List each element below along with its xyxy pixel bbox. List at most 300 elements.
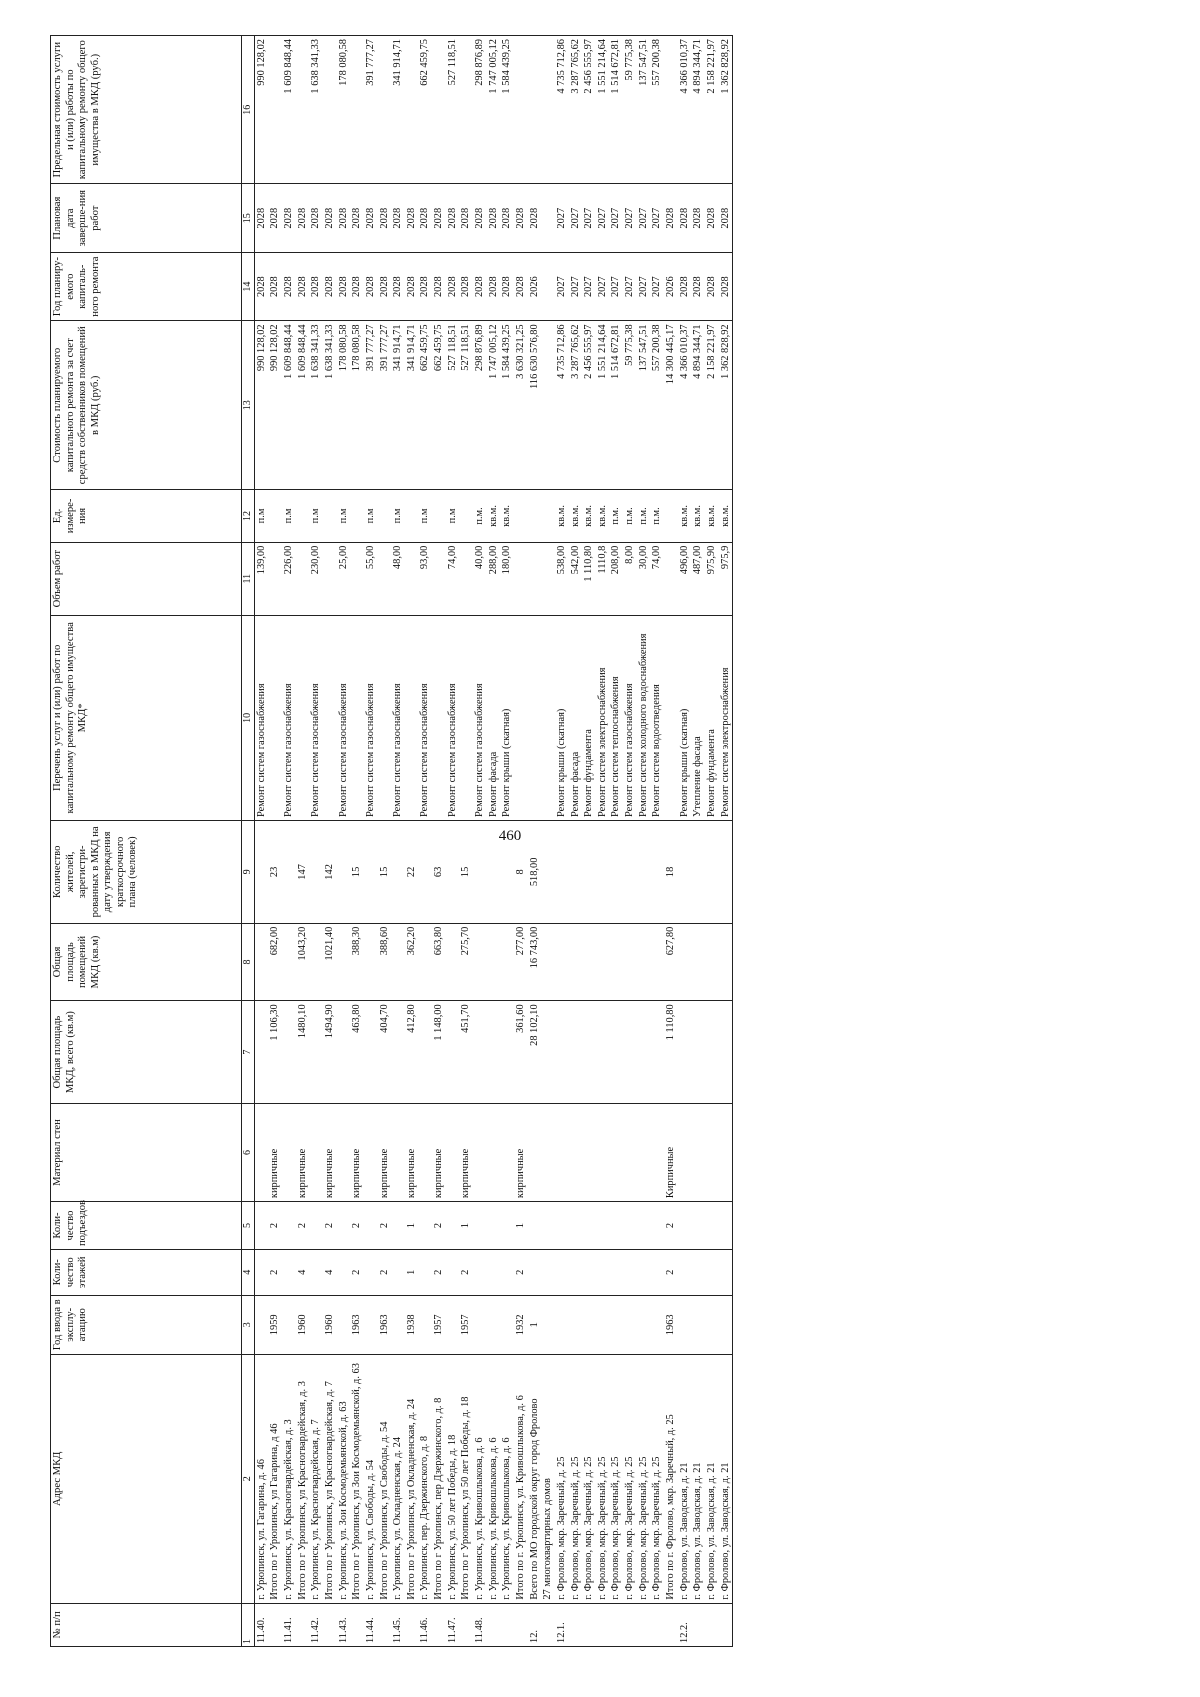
table-cell — [282, 1001, 296, 1104]
table-cell: 11.43. — [337, 1603, 351, 1646]
table-cell — [364, 1001, 378, 1104]
table-cell: 137 547,51 — [637, 36, 651, 184]
table-cell — [623, 923, 637, 1001]
table-cell: Утепление фасада — [691, 615, 705, 820]
table-cell: 2028 — [378, 252, 392, 320]
table-cell — [719, 1249, 733, 1295]
table-cell — [378, 1603, 392, 1646]
table-cell: 14 300 445,17 — [664, 321, 678, 490]
table-cell: 11.47. — [446, 1603, 460, 1646]
table-cell: 59 775,38 — [623, 321, 637, 490]
table-cell: 975,90 — [705, 542, 719, 615]
table-cell: 1 638 341,33 — [323, 321, 337, 490]
table-cell — [473, 1295, 487, 1354]
table-cell: 298 876,89 — [473, 36, 487, 184]
table-cell — [569, 1295, 583, 1354]
table-cell: 1043,20 — [296, 923, 310, 1001]
table-cell — [705, 1603, 719, 1646]
table-cell: г. Урюпинск, ул. Окладненская, д. 24 — [391, 1354, 405, 1603]
table-cell — [473, 1249, 487, 1295]
table-cell: 388,30 — [350, 923, 364, 1001]
table-cell: 2 — [378, 1202, 392, 1250]
table-cell — [473, 1103, 487, 1201]
table-cell: 74,00 — [650, 542, 664, 615]
table-cell: 12. — [528, 1603, 542, 1646]
table-cell — [309, 923, 323, 1001]
table-cell: 2027 — [569, 184, 583, 252]
table-cell — [418, 923, 432, 1001]
table-cell: 2027 — [596, 252, 610, 320]
table-cell — [569, 1202, 583, 1250]
table-cell: Всего по МО городской округ город Фролово — [528, 1354, 542, 1603]
column-number-3: 3 — [242, 1295, 255, 1354]
table-cell: Ремонт систем газоснабжения — [254, 615, 268, 820]
table-cell — [514, 1603, 528, 1646]
table-cell: 662 459,75 — [418, 321, 432, 490]
table-cell: 1959 — [268, 1295, 282, 1354]
table-cell — [637, 923, 651, 1001]
table-cell: кирпичные — [378, 1103, 392, 1201]
table-cell: кв.м. — [719, 490, 733, 542]
table-cell — [705, 1295, 719, 1354]
table-cell — [637, 1001, 651, 1104]
table-cell: Ремонт крыши (скатная) — [555, 615, 569, 820]
table-cell — [596, 821, 610, 924]
table-cell: 2 — [350, 1249, 364, 1295]
table-row — [391, 36, 405, 1647]
table-row — [678, 36, 692, 1647]
table-row — [473, 36, 487, 1647]
table-cell: 341 914,71 — [405, 321, 419, 490]
table-row — [446, 36, 460, 1647]
table-cell: Ремонт систем газоснабжения — [391, 615, 405, 820]
table-cell: 361,60 — [514, 1001, 528, 1104]
table-row — [337, 36, 351, 1647]
table-cell: 2028 — [446, 184, 460, 252]
table-cell — [514, 542, 528, 615]
table-cell: Ремонт систем газоснабжения — [337, 615, 351, 820]
table-cell — [418, 1001, 432, 1104]
table-cell — [691, 1249, 705, 1295]
table-cell — [309, 1249, 323, 1295]
table-cell: 682,00 — [268, 923, 282, 1001]
table-cell: 2028 — [268, 252, 282, 320]
table-cell: 208,00 — [609, 542, 623, 615]
table-cell — [268, 490, 282, 542]
table-cell — [609, 1001, 623, 1104]
table-cell — [637, 1603, 651, 1646]
table-cell — [705, 1202, 719, 1250]
table-cell — [609, 1103, 623, 1201]
table-cell — [459, 542, 473, 615]
table-cell — [500, 1295, 514, 1354]
column-number-2: 2 — [242, 1354, 255, 1603]
column-header-4: Коли-чество этажей — [51, 1249, 242, 1295]
table-cell — [418, 821, 432, 924]
table-cell — [650, 1001, 664, 1104]
table-cell: кирпичные — [432, 1103, 446, 1201]
table-cell: 1 747 005,12 — [487, 321, 501, 490]
table-cell: Ремонт фундамента — [582, 615, 596, 820]
table-cell — [555, 1001, 569, 1104]
table-cell: Итого по г Урюпинск, ул Гагарина, д 46 — [268, 1354, 282, 1603]
table-cell — [637, 1103, 651, 1201]
table-cell: 2 — [514, 1249, 528, 1295]
table-cell: кв.м. — [705, 490, 719, 542]
table-cell: 1 609 848,44 — [282, 321, 296, 490]
table-cell: кирпичные — [405, 1103, 419, 1201]
column-number-5: 5 — [242, 1202, 255, 1250]
table-cell: 2028 — [323, 252, 337, 320]
table-cell: 2028 — [691, 252, 705, 320]
table-cell: 11.42. — [309, 1603, 323, 1646]
table-cell: 4 894 344,71 — [691, 321, 705, 490]
table-cell — [555, 821, 569, 924]
table-cell: 2028 — [364, 252, 378, 320]
table-cell: 2 — [432, 1249, 446, 1295]
table-row — [268, 36, 282, 1647]
table-cell: 391 777,27 — [364, 321, 378, 490]
table-cell — [487, 1249, 501, 1295]
table-cell — [528, 615, 542, 820]
table-cell: 288,00 — [487, 542, 501, 615]
table-cell: 1021,40 — [323, 923, 337, 1001]
table-cell: 557 200,38 — [650, 321, 664, 490]
table-cell — [446, 923, 460, 1001]
table-cell: 11.44. — [364, 1603, 378, 1646]
table-cell: г. Фролово, мкр. Заречный, д. 25 — [555, 1354, 569, 1603]
table-cell: п.м — [282, 490, 296, 542]
table-cell — [596, 1603, 610, 1646]
table-cell: 2027 — [582, 252, 596, 320]
table-cell — [541, 1249, 555, 1295]
table-cell: п.м — [309, 490, 323, 542]
table-cell: кв.м. — [691, 490, 705, 542]
table-cell: 2028 — [364, 184, 378, 252]
table-cell — [350, 490, 364, 542]
table-cell — [268, 615, 282, 820]
table-cell: 1 609 848,44 — [282, 36, 296, 184]
table-cell: 3 287 765,62 — [569, 321, 583, 490]
table-cell: г. Урюпинск, ул. Зои Космодемьянской, д. 63 — [337, 1354, 351, 1603]
column-number-8: 8 — [242, 923, 255, 1001]
table-cell: 627,80 — [664, 923, 678, 1001]
table-cell — [719, 1202, 733, 1250]
table-cell — [569, 1603, 583, 1646]
table-cell: 2 158 221,97 — [705, 321, 719, 490]
table-cell: 2 — [664, 1249, 678, 1295]
table-cell — [664, 542, 678, 615]
table-cell — [609, 1202, 623, 1250]
column-number-9: 9 — [242, 821, 255, 924]
table-cell — [378, 36, 392, 184]
table-cell — [609, 923, 623, 1001]
table-cell: 2028 — [309, 252, 323, 320]
table-cell: г. Урюпинск, ул. Кривошлыкова, д. 6 — [473, 1354, 487, 1603]
table-row — [459, 36, 473, 1647]
table-row — [296, 36, 310, 1647]
table-cell: 990 128,02 — [254, 321, 268, 490]
table-row — [350, 36, 364, 1647]
column-header-15: Плановая дата заверше-ния работ — [51, 184, 242, 252]
table-cell — [678, 1295, 692, 1354]
table-cell: 8,00 — [623, 542, 637, 615]
table-cell: 2028 — [350, 184, 364, 252]
table-cell — [582, 1202, 596, 1250]
table-cell — [528, 1202, 542, 1250]
table-row — [514, 36, 528, 1647]
table-cell — [514, 490, 528, 542]
table-row — [309, 36, 323, 1647]
table-row — [418, 36, 432, 1647]
table-cell — [596, 1202, 610, 1250]
table-cell — [418, 1295, 432, 1354]
table-cell — [637, 1249, 651, 1295]
column-number-10: 10 — [242, 615, 255, 820]
table-cell: 178 080,58 — [350, 321, 364, 490]
table-cell: Ремонт крыши (скатная) — [500, 615, 514, 820]
table-cell: 2028 — [282, 184, 296, 252]
table-cell — [378, 490, 392, 542]
table-row — [705, 36, 719, 1647]
table-cell: Ремонт систем газоснабжения — [446, 615, 460, 820]
table-cell: 496,00 — [678, 542, 692, 615]
table-cell: 2026 — [664, 252, 678, 320]
table-cell — [555, 923, 569, 1001]
table-cell — [691, 1103, 705, 1201]
table-cell: 18 — [664, 821, 678, 924]
table-cell: 11.45. — [391, 1603, 405, 1646]
table-cell: 1960 — [296, 1295, 310, 1354]
table-cell: г. Урюпинск, пер. Дзержинского, д. 8 — [418, 1354, 432, 1603]
table-cell — [664, 1603, 678, 1646]
table-cell — [487, 1202, 501, 1250]
table-cell: 2027 — [650, 184, 664, 252]
table-cell: кирпичные — [350, 1103, 364, 1201]
table-cell: 2 — [268, 1249, 282, 1295]
table-cell: 1 — [405, 1249, 419, 1295]
table-cell: 226,00 — [282, 542, 296, 615]
table-cell: 542,00 — [569, 542, 583, 615]
table-cell: 2027 — [623, 252, 637, 320]
table-cell: г. Фролово, мкр. Заречный, д. 25 — [596, 1354, 610, 1603]
table-cell: 2 — [296, 1202, 310, 1250]
table-cell: 1480,10 — [296, 1001, 310, 1104]
column-header-2: Адрес МКД — [51, 1354, 242, 1603]
table-cell — [541, 923, 555, 1001]
table-cell: 487,00 — [691, 542, 705, 615]
table-row — [623, 36, 637, 1647]
table-cell — [678, 1001, 692, 1104]
table-cell: 1110,8 — [596, 542, 610, 615]
table-cell: г. Урюпинск, ул. Красногвардейская, д. 3 — [282, 1354, 296, 1603]
table-cell: 2028 — [350, 252, 364, 320]
table-cell — [282, 1103, 296, 1201]
table-cell: г. Фролово, мкр. Заречный, д. 25 — [582, 1354, 596, 1603]
table-cell: п.м — [254, 490, 268, 542]
table-cell: Ремонт систем электроснабжения — [596, 615, 610, 820]
table-cell — [473, 1001, 487, 1104]
table-row — [555, 36, 569, 1647]
table-cell: Ремонт систем газоснабжения — [282, 615, 296, 820]
table-row — [664, 36, 678, 1647]
table-cell: 4 894 344,71 — [691, 36, 705, 184]
table-cell — [609, 1249, 623, 1295]
table-cell — [691, 1202, 705, 1250]
table-cell: г. Фролово, мкр. Заречный, д. 25 — [637, 1354, 651, 1603]
table-cell — [609, 1295, 623, 1354]
table-cell — [528, 1249, 542, 1295]
table-cell: кв.м. — [678, 490, 692, 542]
table-cell — [337, 923, 351, 1001]
table-cell — [487, 821, 501, 924]
table-cell: 277,00 — [514, 923, 528, 1001]
table-cell — [268, 36, 282, 184]
table-cell — [500, 923, 514, 1001]
table-cell: п.м — [391, 490, 405, 542]
table-cell: 538,00 — [555, 542, 569, 615]
table-cell — [378, 615, 392, 820]
column-header-12: Ед. измере-ния — [51, 490, 242, 542]
table-cell — [337, 1103, 351, 1201]
table-cell — [555, 1103, 569, 1201]
table-cell: 2028 — [309, 184, 323, 252]
table-cell — [432, 490, 446, 542]
table-cell: Итого по г. Фролово, мкр. Заречный, д. 25 — [664, 1354, 678, 1603]
table-cell: г. Урюпинск, ул. Кривошлыкова, д. 6 — [500, 1354, 514, 1603]
table-cell: 4 735 712,86 — [555, 36, 569, 184]
table-cell: г. Фролово, ул. Заводская, д. 21 — [691, 1354, 705, 1603]
table-cell — [609, 1603, 623, 1646]
table-cell: кв.м. — [500, 490, 514, 542]
table-cell: Итого по г. Урюпинск, ул. Кривошлыкова, д. 6 — [514, 1354, 528, 1603]
table-cell — [637, 821, 651, 924]
table-cell: 2028 — [418, 184, 432, 252]
table-cell: Итого по г Урюпинск, ул Окладненская, д. 24 — [405, 1354, 419, 1603]
table-cell — [337, 1249, 351, 1295]
table-cell: 2028 — [296, 184, 310, 252]
table-cell — [582, 923, 596, 1001]
column-header-11: Объем работ — [51, 542, 242, 615]
table-cell — [541, 36, 555, 184]
table-cell — [254, 821, 268, 924]
table-cell: 2 — [459, 1249, 473, 1295]
table-cell — [446, 1103, 460, 1201]
table-cell: 527 118,51 — [446, 321, 460, 490]
table-row — [254, 36, 268, 1647]
table-row — [596, 36, 610, 1647]
table-row — [582, 36, 596, 1647]
table-cell — [705, 1249, 719, 1295]
column-header-10: Перечень услуг и (или) работ по капитальному ремонту общего имущества МКД* — [51, 615, 242, 820]
table-cell — [364, 1202, 378, 1250]
table-cell — [254, 1001, 268, 1104]
column-header-7: Общая площадь МКД, всего (кв.м) — [51, 1001, 242, 1104]
table-cell — [350, 1603, 364, 1646]
column-header-16: Предельная стоимость услуги и (или) работы по капитальному ремонту общего имущества в МКД (руб.) — [51, 36, 242, 184]
column-number-4: 4 — [242, 1249, 255, 1295]
table-cell — [650, 923, 664, 1001]
column-number-13: 13 — [242, 321, 255, 490]
table-cell: 2028 — [514, 184, 528, 252]
table-cell — [459, 615, 473, 820]
table-cell: п.м — [418, 490, 432, 542]
table-cell: 178 080,58 — [337, 321, 351, 490]
table-cell: 2027 — [596, 184, 610, 252]
table-cell — [405, 615, 419, 820]
table-cell: 15 — [459, 821, 473, 924]
table-cell: 1963 — [378, 1295, 392, 1354]
table-cell: 412,80 — [405, 1001, 419, 1104]
table-cell — [569, 1103, 583, 1201]
table-cell — [541, 821, 555, 924]
table-cell — [705, 821, 719, 924]
table-cell: 3 630 321,25 — [514, 321, 528, 490]
table-cell — [282, 1202, 296, 1250]
table-cell: кирпичные — [459, 1103, 473, 1201]
table-cell: 2028 — [487, 184, 501, 252]
table-cell: 2028 — [719, 252, 733, 320]
table-row — [650, 36, 664, 1647]
table-cell: 2028 — [282, 252, 296, 320]
table-cell — [364, 1295, 378, 1354]
table-cell: 2028 — [719, 184, 733, 252]
table-cell: г. Урюпинск, ул. 50 лет Победы, д. 18 — [446, 1354, 460, 1603]
column-number-12: 12 — [242, 490, 255, 542]
table-row — [364, 36, 378, 1647]
table-row — [637, 36, 651, 1647]
table-cell: 2028 — [418, 252, 432, 320]
table-cell — [487, 1295, 501, 1354]
table-cell — [500, 1603, 514, 1646]
table-cell — [678, 821, 692, 924]
table-cell: Ремонт крыши (скатная) — [678, 615, 692, 820]
table-cell: г. Урюпинск, ул. Красногвардейская, д. 7 — [309, 1354, 323, 1603]
table-cell: кирпичные — [296, 1103, 310, 1201]
table-cell — [678, 1103, 692, 1201]
table-cell — [582, 1295, 596, 1354]
table-cell — [350, 36, 364, 184]
table-cell — [282, 821, 296, 924]
table-row — [691, 36, 705, 1647]
table-cell — [432, 615, 446, 820]
table-cell — [309, 1202, 323, 1250]
table-cell: 116 630 576,80 — [528, 321, 542, 490]
table-cell — [719, 1001, 733, 1104]
table-cell: 1963 — [664, 1295, 678, 1354]
table-cell — [514, 36, 528, 184]
table-cell — [705, 1103, 719, 1201]
table-cell: 2028 — [514, 252, 528, 320]
table-cell — [623, 821, 637, 924]
table-cell: п.м — [446, 490, 460, 542]
table-cell: 1 — [405, 1202, 419, 1250]
table-cell — [541, 1603, 555, 1646]
table-cell: 2028 — [446, 252, 460, 320]
table-row — [378, 36, 392, 1647]
table-cell: 1 514 672,81 — [609, 36, 623, 184]
table-body — [254, 36, 732, 1647]
table-cell — [473, 923, 487, 1001]
table-cell — [541, 1103, 555, 1201]
table-cell — [364, 1249, 378, 1295]
table-cell — [623, 1202, 637, 1250]
table-cell — [691, 923, 705, 1001]
table-cell — [446, 821, 460, 924]
table-cell — [623, 1603, 637, 1646]
column-number-14: 14 — [242, 252, 255, 320]
table-cell: 2028 — [500, 252, 514, 320]
